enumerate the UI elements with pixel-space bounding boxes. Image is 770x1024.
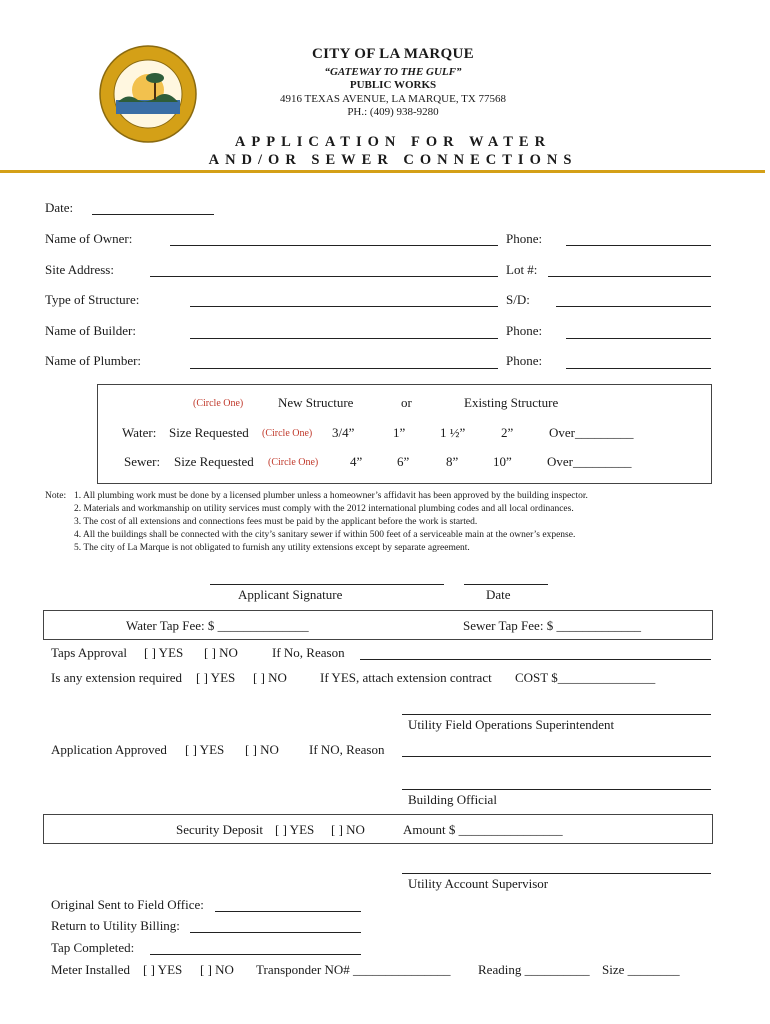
sewer-size-option[interactable]: 4” (350, 454, 363, 469)
subdivision-label: S/D: (506, 292, 530, 307)
builder-phone-label: Phone: (506, 323, 543, 338)
existing-structure-option[interactable]: Existing Structure (464, 395, 559, 410)
site-address-input[interactable] (150, 276, 498, 277)
extension-cost-field[interactable]: COST $_______________ (515, 670, 656, 685)
taps-approval-label: Taps Approval (51, 645, 127, 660)
building-official-label: Building Official (408, 792, 497, 807)
note-item: 1. All plumbing work must be done by a licensed plumber unless a homeowner’s affidavit has been approved by the building inspector. (74, 491, 588, 501)
water-size-option[interactable]: 1 ½” (440, 425, 466, 440)
signature-date-input[interactable] (464, 584, 548, 585)
meter-installed-label: Meter Installed (51, 962, 131, 977)
signature-date-label: Date (486, 587, 511, 602)
superintendent-label: Utility Field Operations Superintendent (408, 717, 615, 732)
application-no-reason-input[interactable] (402, 756, 711, 757)
security-deposit-yes-checkbox[interactable]: [ ] YES (275, 822, 315, 837)
subdivision-input[interactable] (556, 306, 711, 307)
sewer-tap-fee-field[interactable]: Sewer Tap Fee: $ _____________ (463, 618, 641, 633)
application-title-line-2: AND/OR SEWER CONNECTIONS (208, 152, 578, 168)
security-deposit-amount-field[interactable]: Amount $ ________________ (403, 822, 563, 837)
sewer-label: Sewer: (124, 454, 161, 469)
water-size-requested-label: Size Requested (169, 425, 249, 440)
security-deposit-label: Security Deposit (176, 822, 264, 837)
sewer-size-option[interactable]: 8” (446, 454, 459, 469)
original-sent-input[interactable] (215, 911, 361, 912)
lot-label: Lot #: (506, 262, 538, 277)
original-sent-label: Original Sent to Field Office: (51, 897, 204, 912)
transponder-number-field[interactable]: Transponder NO# _______________ (256, 962, 451, 977)
builder-phone-input[interactable] (566, 338, 711, 339)
structure-type-input[interactable] (190, 306, 498, 307)
new-structure-option[interactable]: New Structure (278, 395, 354, 410)
department-address: 4916 TEXAS AVENUE, LA MARQUE, TX 77568 (279, 93, 507, 105)
water-circle-one-hint: (Circle One) (262, 428, 313, 439)
owner-phone-label: Phone: (506, 231, 543, 246)
owner-phone-input[interactable] (566, 245, 711, 246)
builder-name-label: Name of Builder: (45, 323, 136, 338)
taps-no-reason-input[interactable] (360, 659, 711, 660)
lot-input[interactable] (548, 276, 711, 277)
owner-name-label: Name of Owner: (45, 231, 133, 246)
department-phone: PH.: (409) 938-9280 (347, 106, 439, 118)
note-item: 5. The city of La Marque is not obligated to furnish any utility extensions except by separate agreement. (74, 543, 470, 553)
taps-approval-yes-checkbox[interactable]: [ ] YES (144, 645, 184, 660)
plumber-phone-label: Phone: (506, 353, 543, 368)
sewer-size-over-option[interactable]: Over_________ (547, 454, 632, 469)
note-item: 3. The cost of all extensions and connections fees must be paid by the applicant before the work is started. (74, 517, 478, 527)
water-label: Water: (122, 425, 157, 440)
date-label: Date: (45, 200, 74, 215)
plumber-phone-input[interactable] (566, 368, 711, 369)
attach-extension-contract-label: If YES, attach extension contract (320, 670, 492, 685)
city-motto: “GATEWAY TO THE GULF” (324, 66, 462, 78)
application-approved-label: Application Approved (51, 742, 167, 757)
water-tap-fee-field[interactable]: Water Tap Fee: $ ______________ (126, 618, 309, 633)
building-official-signature-input[interactable] (402, 789, 711, 790)
tap-completed-label: Tap Completed: (51, 940, 135, 955)
city-name: CITY OF LA MARQUE (312, 46, 474, 62)
sewer-size-requested-label: Size Requested (174, 454, 254, 469)
notes-prefix: Note: (45, 491, 67, 501)
department-name: PUBLIC WORKS (349, 79, 437, 91)
security-deposit-box (43, 814, 713, 844)
applicant-signature-label: Applicant Signature (238, 587, 343, 602)
notes-list (74, 490, 764, 555)
tap-completed-input[interactable] (150, 954, 361, 955)
application-title-line-1: APPLICATION FOR WATER (234, 134, 552, 150)
meter-installed-no-checkbox[interactable]: [ ] NO (200, 962, 234, 977)
meter-size-field[interactable]: Size ________ (602, 962, 680, 977)
meter-reading-field[interactable]: Reading __________ (478, 962, 590, 977)
extension-required-label: Is any extension required (51, 670, 183, 685)
account-supervisor-label: Utility Account Supervisor (408, 876, 549, 891)
sewer-circle-one-hint: (Circle One) (268, 457, 319, 468)
water-size-option[interactable]: 1” (393, 425, 406, 440)
applicant-signature-input[interactable] (210, 584, 444, 585)
builder-name-input[interactable] (190, 338, 498, 339)
date-input[interactable] (92, 214, 214, 215)
taps-no-reason-label: If No, Reason (272, 645, 345, 660)
sewer-size-option[interactable]: 10” (493, 454, 512, 469)
site-address-label: Site Address: (45, 262, 114, 277)
return-billing-label: Return to Utility Billing: (51, 918, 180, 933)
application-approved-no-checkbox[interactable]: [ ] NO (245, 742, 279, 757)
application-approved-yes-checkbox[interactable]: [ ] YES (185, 742, 225, 757)
plumber-name-input[interactable] (190, 368, 498, 369)
note-item: 2. Materials and workmanship on utility services must comply with the 2012 international plumbing codes and all local ordinances. (74, 504, 574, 514)
sewer-size-option[interactable]: 6” (397, 454, 410, 469)
header-divider (0, 170, 765, 173)
owner-name-input[interactable] (170, 245, 498, 246)
water-size-over-option[interactable]: Over_________ (549, 425, 634, 440)
structure-type-label: Type of Structure: (45, 292, 140, 307)
note-item: 4. All the buildings shall be connected with the city’s sanitary sewer if within 500 feet of a serviceable main at the owner’s expense. (74, 530, 576, 540)
return-billing-input[interactable] (190, 932, 361, 933)
water-size-option[interactable]: 3/4” (332, 425, 355, 440)
or-label: or (401, 395, 412, 410)
meter-installed-yes-checkbox[interactable]: [ ] YES (143, 962, 183, 977)
structure-circle-one-hint: (Circle One) (193, 398, 244, 409)
extension-yes-checkbox[interactable]: [ ] YES (196, 670, 236, 685)
superintendent-signature-input[interactable] (402, 714, 711, 715)
extension-no-checkbox[interactable]: [ ] NO (253, 670, 287, 685)
account-supervisor-signature-input[interactable] (402, 873, 711, 874)
water-size-option[interactable]: 2” (501, 425, 514, 440)
taps-approval-no-checkbox[interactable]: [ ] NO (204, 645, 238, 660)
plumber-name-label: Name of Plumber: (45, 353, 142, 368)
application-no-reason-label: If NO, Reason (309, 742, 385, 757)
security-deposit-no-checkbox[interactable]: [ ] NO (331, 822, 365, 837)
